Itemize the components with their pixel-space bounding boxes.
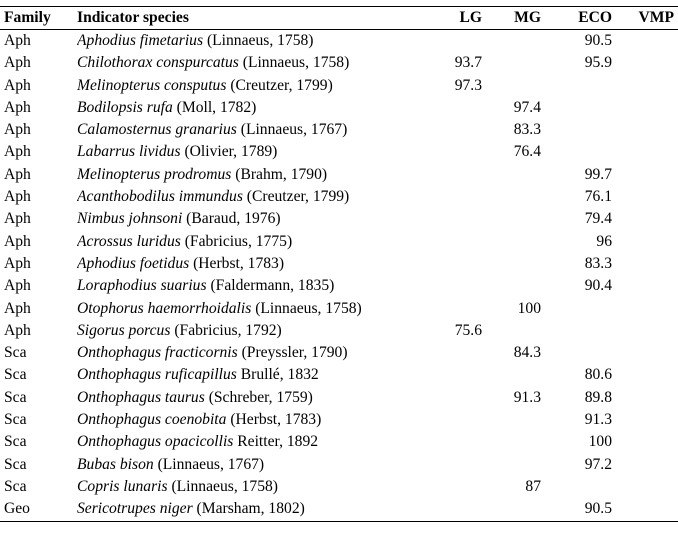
cell-vmp [615,275,678,297]
cell-vmp [615,320,678,342]
header-indicator-species: Indicator species [77,9,189,26]
cell-species [77,30,423,53]
table-row [0,97,678,119]
cell-eco: 90.4 [584,277,612,295]
species-authority: (Linnaeus, 1758) [251,299,362,317]
cell-lg: 97.3 [454,76,482,94]
species-name: Nimbus johnsoni [77,210,183,228]
cell-mg: 97.4 [513,98,541,116]
table-row [0,454,678,476]
cell-family: Aph [4,143,31,161]
cell-mg [488,164,547,186]
table-row [0,75,678,97]
cell-species [77,298,423,320]
cell-mg [488,498,547,521]
species-name: Acrossus luridus [77,232,181,250]
cell-eco [547,320,615,342]
cell-mg [488,186,547,208]
cell-lg [423,186,488,208]
cell-family: Aph [4,210,31,228]
cell-lg [423,387,488,409]
cell-family: Aph [4,98,31,116]
table-row [0,231,678,253]
table-header-row [0,7,678,30]
table-row [0,364,678,386]
cell-lg [423,231,488,253]
cell-vmp [615,253,678,275]
cell-species [77,164,423,186]
cell-vmp [615,75,678,97]
cell-family: Sca [4,455,27,473]
cell-family: Aph [4,76,31,94]
cell-family: Sca [4,388,27,406]
cell-species [77,387,423,409]
table-row [0,342,678,364]
header-family: Family [4,9,51,26]
species-name: Onthophagus opacicollis [77,433,234,451]
cell-species [77,97,423,119]
cell-species [77,119,423,141]
cell-eco [547,298,615,320]
table-row [0,119,678,141]
cell-lg [423,431,488,453]
cell-vmp [615,208,678,230]
species-authority: (Creutzer, 1799) [242,188,350,206]
table-row [0,164,678,186]
cell-vmp [615,364,678,386]
cell-vmp [615,119,678,141]
cell-species [77,52,423,74]
cell-mg [488,231,547,253]
cell-lg [423,498,488,521]
cell-species [77,498,423,521]
cell-mg [488,409,547,431]
cell-species [77,75,423,97]
table-row [0,298,678,320]
species-authority: (Herbst, 1783) [226,411,322,429]
species-authority: (Fabricius, 1775) [180,232,293,250]
cell-eco: 89.8 [584,388,612,406]
cell-family: Sca [4,477,27,495]
species-name: Copris lunaris [77,477,168,495]
species-name: Melinopterus consputus [77,76,227,94]
cell-species [77,431,423,453]
cell-eco: 97.2 [584,455,612,473]
table-row [0,141,678,163]
table-row [0,320,678,342]
cell-vmp [615,30,678,53]
cell-mg [488,30,547,53]
cell-lg [423,364,488,386]
table-row [0,409,678,431]
cell-lg: 93.7 [454,54,482,72]
species-name: Acanthobodilus immundus [77,188,243,206]
species-name: Otophorus haemorrhoidalis [77,299,252,317]
cell-mg [488,454,547,476]
table-row [0,253,678,275]
species-authority: (Creutzer, 1799) [226,76,333,94]
cell-eco: 90.5 [584,32,612,49]
cell-mg [488,364,547,386]
cell-species [77,454,423,476]
cell-family: Aph [4,277,31,295]
table-row [0,275,678,297]
cell-mg [488,208,547,230]
cell-family: Sca [4,366,27,384]
species-name: Bubas bison [77,455,154,473]
cell-species [77,275,423,297]
cell-species [77,253,423,275]
species-name: Sigorus porcus [77,321,171,339]
cell-family: Aph [4,54,31,72]
cell-family: Sca [4,344,27,362]
cell-species [77,320,423,342]
cell-vmp [615,298,678,320]
species-authority: (Schreber, 1759) [204,388,313,406]
cell-vmp [615,97,678,119]
cell-vmp [615,431,678,453]
cell-family: Aph [4,254,31,272]
species-name: Bodilopsis rufa [77,98,173,116]
cell-vmp [615,52,678,74]
species-authority: (Faldermann, 1835) [206,277,335,295]
cell-vmp [615,476,678,498]
cell-lg [423,253,488,275]
cell-vmp [615,186,678,208]
table-row [0,387,678,409]
cell-mg: 91.3 [513,388,541,406]
header-vmp: VMP [638,9,674,26]
cell-eco: 100 [588,433,612,451]
table-body [0,30,678,522]
cell-eco [547,342,615,364]
species-authority: (Baraud, 1976) [182,210,281,228]
table-row [0,476,678,498]
table-row [0,208,678,230]
cell-lg [423,164,488,186]
species-authority: (Fabricius, 1792) [170,321,282,339]
cell-vmp [615,409,678,431]
cell-mg [488,52,547,74]
cell-vmp [615,164,678,186]
cell-family: Aph [4,232,31,250]
cell-family: Aph [4,32,31,49]
cell-lg: 75.6 [454,321,482,339]
cell-eco [547,75,615,97]
cell-species [77,476,423,498]
header-eco: ECO [578,9,612,26]
cell-family: Aph [4,188,31,206]
table-row [0,186,678,208]
cell-lg [423,298,488,320]
cell-eco: 83.3 [584,254,612,272]
cell-eco: 95.9 [584,54,612,72]
species-name: Chilothorax conspurcatus [77,54,239,72]
cell-mg: 87 [525,477,541,495]
cell-lg [423,119,488,141]
indicator-species-table [0,6,678,522]
header-lg: LG [459,9,482,26]
cell-family: Sca [4,433,27,451]
cell-mg: 100 [517,299,541,317]
species-authority: (Olivier, 1789) [180,143,278,161]
species-authority: Brullé, 1832 [236,366,319,384]
cell-family: Aph [4,321,31,339]
cell-lg [423,454,488,476]
cell-eco [547,97,615,119]
cell-eco [547,119,615,141]
cell-vmp [615,141,678,163]
species-authority: (Linnaeus, 1767) [236,121,348,139]
cell-mg [488,320,547,342]
cell-lg [423,476,488,498]
species-name: Onthophagus ruficapillus [77,366,237,384]
species-name: Aphodius foetidus [77,254,190,272]
cell-family: Aph [4,165,31,183]
cell-family: Geo [4,500,30,518]
cell-family: Sca [4,411,27,429]
species-name: Onthophagus coenobita [77,411,227,429]
table-row [0,30,678,53]
cell-species [77,186,423,208]
cell-eco: 76.1 [584,188,612,206]
cell-lg [423,275,488,297]
header-mg: MG [514,9,541,26]
species-authority: (Moll, 1782) [172,98,257,116]
species-name: Aphodius fimetarius [77,32,204,49]
species-name: Sericotrupes niger [77,500,193,518]
cell-mg: 84.3 [513,344,541,362]
cell-mg: 76.4 [513,143,541,161]
cell-vmp [615,387,678,409]
species-name: Onthophagus taurus [77,388,205,406]
cell-eco: 90.5 [584,500,612,518]
cell-lg [423,141,488,163]
species-authority: Reitter, 1892 [233,433,319,451]
species-name: Onthophagus fracticornis [77,344,238,362]
cell-vmp [615,231,678,253]
cell-family: Aph [4,299,31,317]
species-name: Labarrus lividus [77,143,181,161]
species-name: Loraphodius suarius [77,277,207,295]
table-row [0,431,678,453]
species-authority: (Linnaeus, 1758) [238,54,350,72]
cell-species [77,141,423,163]
cell-eco: 91.3 [584,411,612,429]
cell-eco [547,141,615,163]
species-authority: (Linnaeus, 1758) [203,32,314,49]
table-row [0,52,678,74]
cell-eco: 79.4 [584,210,612,228]
cell-eco: 80.6 [584,366,612,384]
cell-mg [488,431,547,453]
cell-mg [488,75,547,97]
cell-vmp [615,498,678,521]
species-authority: (Linnaeus, 1767) [153,455,265,473]
cell-lg [423,409,488,431]
species-authority: (Brahm, 1790) [231,165,328,183]
species-authority: (Preyssler, 1790) [237,344,348,362]
cell-eco: 99.7 [584,165,612,183]
cell-eco [547,476,615,498]
cell-mg: 83.3 [513,121,541,139]
cell-lg [423,208,488,230]
table-row [0,498,678,521]
cell-species [77,364,423,386]
cell-family: Aph [4,121,31,139]
species-name: Calamosternus granarius [77,121,237,139]
species-name: Melinopterus prodromus [77,165,232,183]
cell-lg [423,30,488,53]
cell-mg [488,253,547,275]
cell-vmp [615,454,678,476]
cell-species [77,342,423,364]
cell-species [77,208,423,230]
cell-species [77,409,423,431]
species-authority: (Herbst, 1783) [189,254,285,272]
cell-vmp [615,342,678,364]
species-authority: (Marsham, 1802) [192,500,305,518]
cell-eco: 96 [596,232,612,250]
cell-species [77,231,423,253]
cell-mg [488,275,547,297]
species-authority: (Linnaeus, 1758) [167,477,278,495]
cell-lg [423,97,488,119]
cell-lg [423,342,488,364]
